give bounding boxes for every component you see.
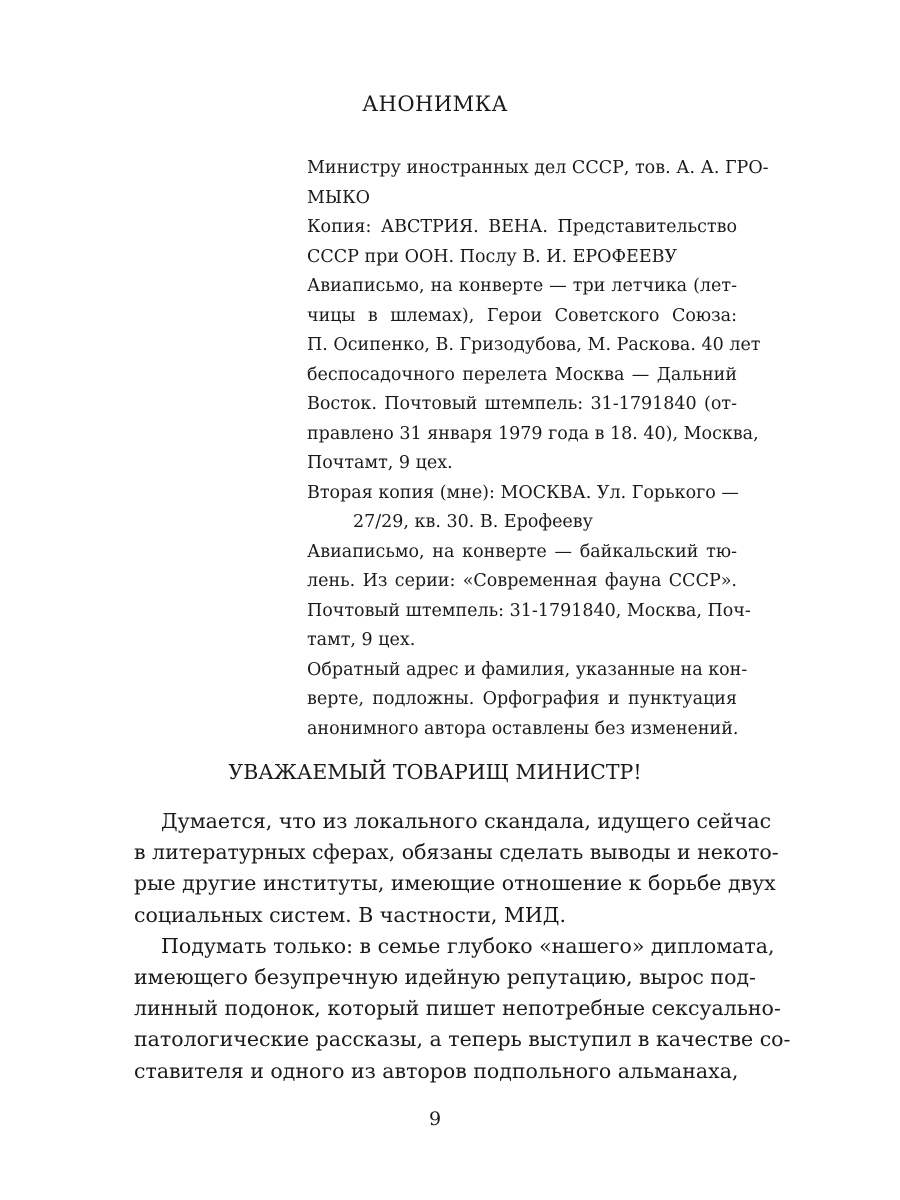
address-line: анонимного автора оставлены без изменений. — [307, 718, 739, 739]
address-line: СССР при ООН. Послу В. И. ЕРОФЕЕВУ — [307, 246, 678, 267]
address-line: Авиаписьмо, на конверте — байкальский тю- — [307, 541, 737, 562]
body-line: в литературных сферах, обязаны сделать выводы и некото- — [134, 840, 779, 865]
body-line: патологические рассказы, а теперь выступил в качестве со- — [134, 1027, 791, 1052]
body-line: Подумать только: в семье глубоко «нашего» дипломата, — [161, 933, 775, 958]
address-line: Авиаписьмо, на конверте — три летчика (лет- — [307, 276, 737, 296]
address-line: тамт, 9 цех. — [307, 630, 416, 650]
address-line: Вторая копия (мне): МОСКВА. Ул. Горького — — [307, 482, 739, 503]
address-line: Почтовый штемпель: 31-1791840, Москва, Поч- — [307, 600, 751, 621]
address-line: Министру иностранных дел СССР, тов. А. А. ГРО- — [307, 158, 769, 178]
address-line: Обратный адрес и фамилия, указанные на кон- — [307, 659, 748, 680]
address-line: Восток. Почтовый штемпель: 31-1791840 (от- — [307, 394, 737, 414]
address-line: Копия: АВСТРИЯ. ВЕНА. Представительство — [307, 217, 737, 237]
address-line: лень. Из серии: «Современная фауна СССР». — [307, 571, 737, 591]
body-line: Думается, что из локального скандала, идущего сейчас — [161, 809, 772, 833]
body-line: имеющего безупречную идейную репутацию, вырос под- — [134, 964, 756, 989]
letter-greeting: УВАЖАЕМЫЙ ТОВАРИЩ МИНИСТР! — [228, 760, 642, 784]
address-line: беспосадочного перелета Москва — Дальний — [307, 364, 737, 385]
page-title: АНОНИМКА — [362, 92, 508, 116]
address-line: чицы в шлемах), Герои Советского Союза: — [307, 305, 737, 326]
address-line: правлено 31 января 1979 года в 18. 40), Москва, — [307, 423, 759, 444]
body-line: ставителя и одного из авторов подпольного альманаха, — [134, 1058, 739, 1083]
body-line: социальных систем. В частности, МИД. — [134, 902, 566, 927]
address-line: верте, подложны. Орфография и пунктуация — [307, 689, 737, 709]
address-line: П. Осипенко, В. Гризодубова, М. Раскова. 40 лет — [307, 335, 761, 355]
body-line: рые другие институты, имеющие отношение к борьбе двух — [134, 871, 776, 896]
address-line: 27/29, кв. 30. В. Ерофееву — [353, 512, 593, 532]
address-line: МЫКО — [307, 187, 371, 208]
page-number: 9 — [428, 1108, 442, 1130]
address-line: Почтамт, 9 цех. — [307, 453, 453, 473]
body-line: линный подонок, который пишет непотребные сексуально- — [134, 996, 781, 1021]
address-block — [307, 154, 769, 744]
letter-body — [134, 806, 791, 1087]
